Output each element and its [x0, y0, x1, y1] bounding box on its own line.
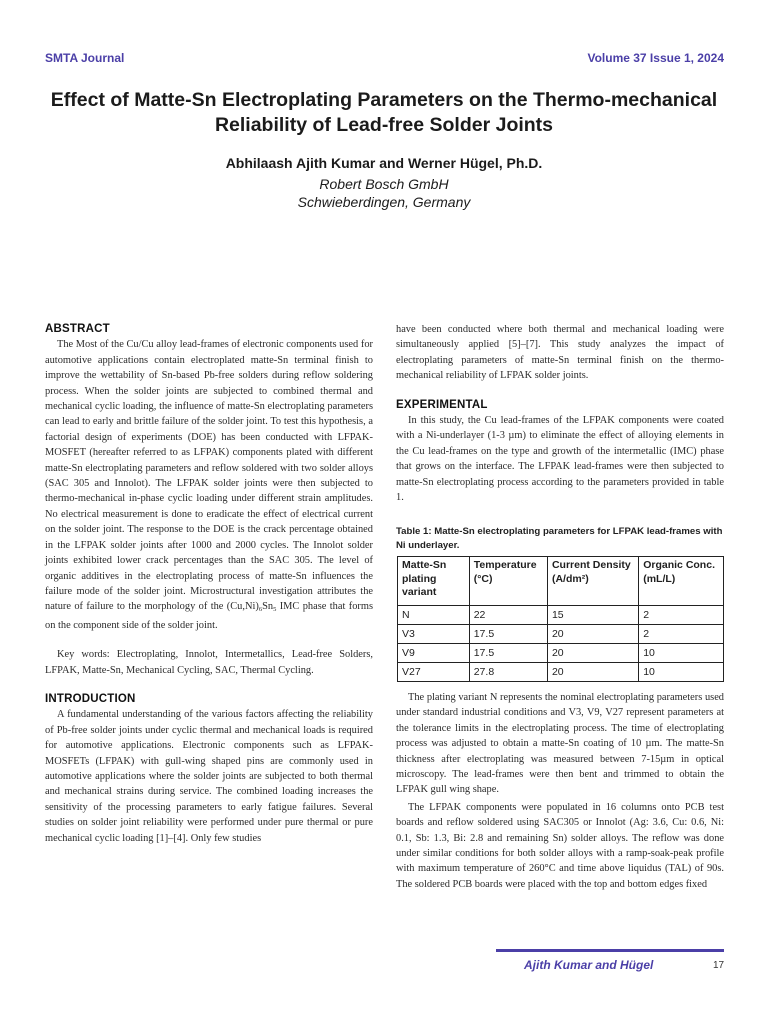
table-header-row — [398, 557, 724, 606]
table-caption: Table 1: Matte-Sn electroplating parameters for LFPAK lead-frames with Ni underlayer. — [396, 526, 723, 551]
table-cell: 2 — [639, 606, 724, 625]
table-cell: V27 — [398, 663, 470, 682]
experimental-para2: The plating variant N represents the nominal electroplating parameters used under standard industrial conditions and V3, V9, V27 represent parameters at the tolerance limits in the electroplating process. The time of electroplating process was adjusted to obtain a matte-Sn coating of 10 µm. The matte-Sn thickness after electroplating was measured between 7-15µm in optical microscopy. The lead-frames were then bent and trimmed to obtain the LFPAK gull wing shape. — [396, 692, 724, 796]
experimental-heading: EXPERIMENTAL — [396, 398, 488, 411]
volume-issue: Volume 37 Issue 1, 2024 — [587, 51, 724, 65]
table-row — [398, 606, 724, 625]
table-header: Matte-Sn plating variant — [398, 557, 470, 606]
table-cell: 27.8 — [469, 663, 547, 682]
table-cell: V3 — [398, 625, 470, 644]
experimental-para3: The LFPAK components were populated in 16 columns onto PCB test boards and reflow soldered using SAC305 or Innolot (Ag: 3.6, Cu: 0.6, Ni: 0.1, Sb: 1.3, Bi: 2.8 and remaining Sn) solder alloys. The reflow was done under similar conditions for both solder alloys with a ramp-soak-peak profile with maximum temperature of 260°C and time above liquidus (TAL) of 90s. The soldered PCB boards were placed with the top and bottom edges fixed — [396, 801, 724, 890]
table-cell: 22 — [469, 606, 547, 625]
abstract-text: The Most of the Cu/Cu alloy lead-frames of electronic components used for automotive applications contain electroplated matte-Sn terminal finish to improve the wettability of Sn-based Pb-free solders during reflow soldering process. When the solder joints are subjected to combined thermal and mechanical cyclic loading, the influence of matte-Sn electroplating parameters can lead to early and brittle failure of the solder joint. To test this hypothesis, a factorial design of experiments (DOE) has been conducted with LFPAK-MOSFET (hereafter referred to as LFPAK) components plated with different matte-Sn electroplating parameters and reflow soldered with two solder alloys (SAC 305 and Innolot). The LFPAK solder joints were then subjected to thermo-mechanical in-phase cyclic loading under different strain amplitudes. No electrical measurement is done to eradicate the effect of electrical current on the solder joint. The response to the DOE is the crack percentage obtained in the LFPAK solder joints after 1000 and 2000 cycles. The Innolot solder joints exhibited lower crack percentages than the SAC 305. The level of organic additives in the electroplating process of matte-Sn influences the failure mode of the solder joint. Microstructural investigation attributes the nature of failure to the morphology of the $(Cu,Ni)_6Sn_5$ IMC phase that forms on the component side of the solder joint. — [45, 339, 373, 631]
journal-name: SMTA Journal — [45, 51, 125, 65]
table-cell: 10 — [639, 644, 724, 663]
table-cell: 10 — [639, 663, 724, 682]
footer-rule — [496, 949, 724, 952]
table-header: Current Density (A/dm²) — [547, 557, 638, 606]
table-cell: 2 — [639, 625, 724, 644]
table-row — [398, 644, 724, 663]
paper-title: Effect of Matte-Sn Electroplating Parameters on the Thermo-mechanical Reliability of Lead-free Solder Joints — [50, 89, 718, 136]
table-header: Organic Conc. (mL/L) — [639, 557, 724, 606]
abstract-heading: ABSTRACT — [45, 323, 110, 335]
page-number: 17 — [713, 960, 725, 971]
table-cell: 20 — [547, 625, 638, 644]
table-cell: 20 — [547, 644, 638, 663]
table-row — [398, 663, 724, 682]
table-cell: V9 — [398, 644, 470, 663]
introduction-continued: have been conducted where both thermal and mechanical loading were simultaneously applied [5]–[7]. This study analyzes the impact of electroplating parameters of matte-Sn terminal finish on the thermo-mechanical reliability of LFPAK solder joints. — [396, 324, 724, 382]
affiliation-location: Schwieberdingen, Germany — [297, 194, 471, 210]
right-column-top — [396, 322, 724, 505]
table-cell: N — [398, 606, 470, 625]
table-header: Temperature (°C) — [469, 557, 547, 606]
table-cell: 15 — [547, 606, 638, 625]
table-cell: 17.5 — [469, 625, 547, 644]
table-row — [398, 625, 724, 644]
right-column-bottom — [396, 690, 724, 892]
table-cell: 17.5 — [469, 644, 547, 663]
introduction-heading: INTRODUCTION — [45, 692, 136, 705]
plating-parameters-table — [397, 556, 724, 682]
experimental-text: In this study, the Cu lead-frames of the LFPAK components were coated with a Ni-underlayer (1-3 µm) to eliminate the effect of alloying elements in the Cu lead-frames on the type and growth of the intermetallic (IMC) phase that grows on the interface. The LFPAK lead-frames were then subjected to matte-Sn electroplating process according to the parameters provided in table 1. — [396, 415, 724, 504]
introduction-text: A fundamental understanding of the various factors affecting the reliability of Pb-free solder joints under cyclic thermal and mechanical loads is required for automotive applications. Electronic components such as LFPAK-MOSFETs (LFPAK) with gull-wing shaped pins are commonly used in automotive applications where the solder joints are subjected to both thermal and mechanical strains during service. The combined loading increases the sensitivity of the processing parameters to early fatigue failures. Several studies on solder joint reliability were performed under pure thermal or pure mechanical cyclic loading [1]–[4]. Only few studies — [45, 709, 373, 844]
table-cell: 20 — [547, 663, 638, 682]
left-column — [45, 322, 373, 846]
authors: Abhilaash Ajith Kumar and Werner Hügel, Ph.D. — [225, 155, 543, 171]
affiliation-org: Robert Bosch GmbH — [319, 176, 449, 192]
footer-authors: Ajith Kumar and Hügel — [524, 958, 654, 972]
keywords: Key words: Electroplating, Innolot, Intermetallics, Lead-free Solders, LFPAK, Matte-Sn, Mechanical Cycling, SAC, Thermal Cycling. — [45, 649, 373, 676]
